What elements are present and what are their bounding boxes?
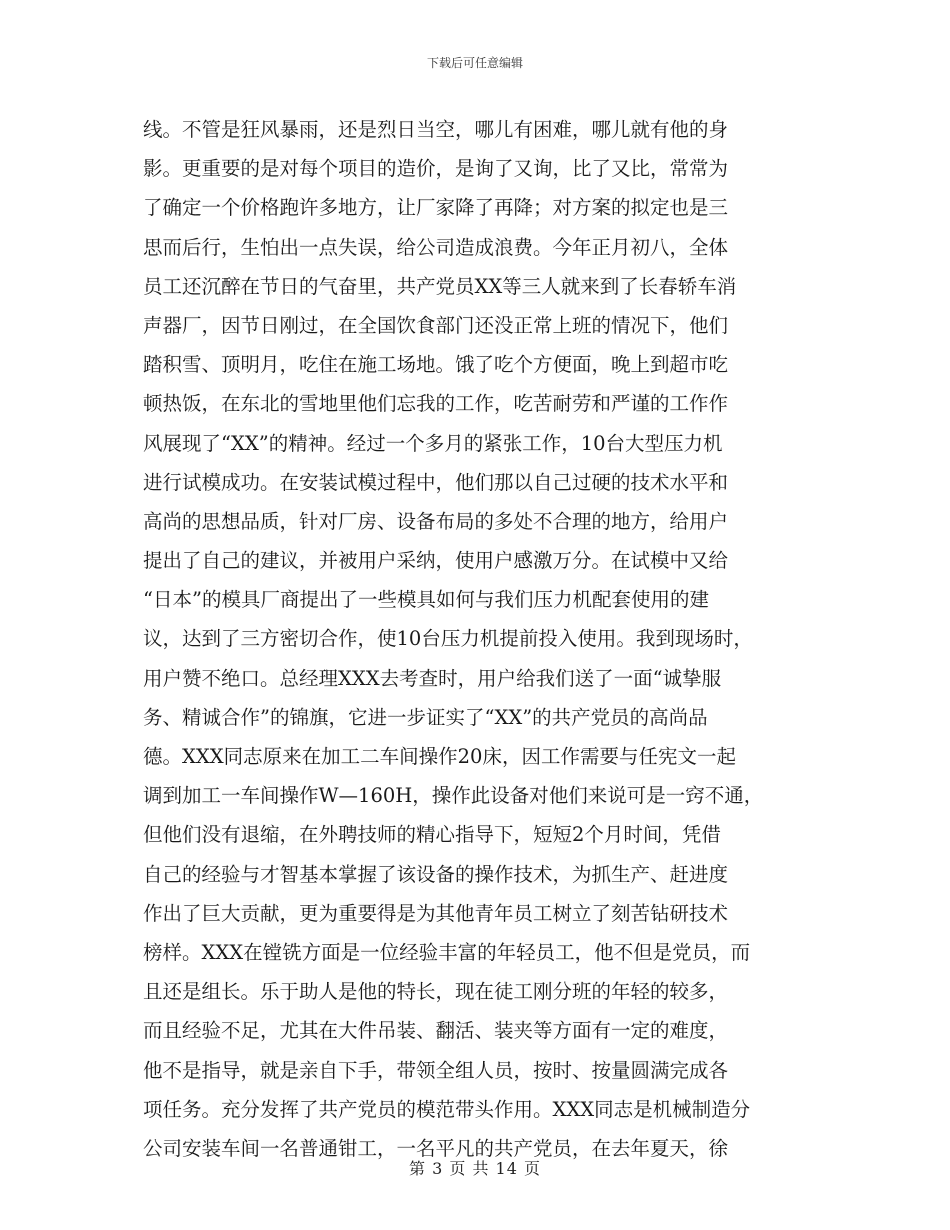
page-header: 下载后可任意编辑 bbox=[426, 56, 523, 70]
text-line: 公司安装车间一名普通钳工，一名平凡的共产党员，在去年夏天，徐 bbox=[143, 1136, 729, 1160]
text-line: 自己的经验与才智基本掌握了该设备的操作技术，为抓生产、赶进度 bbox=[143, 862, 729, 886]
text-line: 榜样。XXX在镗铣方面是一位经验丰富的年轻员工，他不但是党员，而 bbox=[143, 940, 751, 964]
text-line: 但他们没有退缩，在外聘技师的精心指导下，短短2个月时间，凭借 bbox=[143, 823, 721, 847]
text-line: 项任务。充分发挥了共产党员的模范带头作用。XXX同志是机械制造分 bbox=[143, 1097, 751, 1121]
text-line: 提出了自己的建议，并被用户采纳，使用户感激万分。在试模中又给 bbox=[143, 549, 729, 573]
text-line: 调到加工一车间操作W—160H，操作此设备对他们来说可是一窍不通， bbox=[143, 784, 764, 808]
text-line: 线。不管是狂风暴雨，还是烈日当空，哪儿有困难，哪儿就有他的身 bbox=[143, 118, 729, 141]
text-line: 声器厂，因节日刚过，在全国饮食部门还没正常上班的情况下，他们 bbox=[143, 313, 729, 337]
text-line: 他不是指导，就是亲自下手，带领全组人员，按时、按量圆满完成各 bbox=[143, 1058, 729, 1082]
text-line: 影。更重要的是对每个项目的造价，是询了又询，比了又比，常常为 bbox=[143, 157, 729, 181]
text-line: 风展现了“XX”的精神。经过一个多月的紧张工作，10台大型压力机 bbox=[143, 431, 723, 455]
text-line: 用户赞不绝口。总经理XXX去考查时，用户给我们送了一面“诚挚服 bbox=[143, 666, 722, 690]
text-line: 高尚的思想品质，针对厂房、设备布局的多处不合理的地方，给用户 bbox=[143, 509, 729, 533]
text-line: 议，达到了三方密切合作，使10台压力机提前投入使用。我到现场时， bbox=[143, 627, 753, 651]
page-number: 第 3 页 共 14 页 bbox=[409, 1159, 541, 1178]
text-line: 务、精诚合作”的锦旗，它进一步证实了“XX”的共产党员的高尚品 bbox=[143, 705, 708, 729]
text-line: 且还是组长。乐于助人是他的特长，现在徒工刚分班的年轻的较多， bbox=[143, 980, 729, 1004]
text-line: “日本”的模具厂商提出了一些模具如何与我们压力机配套使用的建 bbox=[143, 588, 709, 612]
text-line: 进行试模成功。在安装试模过程中，他们那以自己过硬的技术水平和 bbox=[143, 470, 729, 494]
text-line: 了确定一个价格跑许多地方，让厂家降了再降；对方案的拟定也是三 bbox=[143, 196, 729, 220]
text-line: 顿热饭，在东北的雪地里他们忘我的工作，吃苦耐劳和严谨的工作作 bbox=[143, 392, 729, 416]
text-line: 思而后行，生怕出一点失误，给公司造成浪费。今年正月初八，全体 bbox=[143, 235, 729, 259]
text-line: 踏积雪、顶明月，吃住在施工场地。饿了吃个方便面，晚上到超市吃 bbox=[143, 353, 729, 377]
body-text bbox=[143, 110, 813, 1168]
text-line: 德。XXX同志原来在加工二车间操作20床，因工作需要与任宪文一起 bbox=[143, 745, 736, 768]
text-line: 作出了巨大贡献，更为重要得是为其他青年员工树立了刻苦钻研技术 bbox=[143, 901, 729, 925]
text-line: 员工还沉醉在节日的气奋里，共产党员XX等三人就来到了长春轿车消 bbox=[143, 274, 737, 298]
text-line: 而且经验不足，尤其在大件吊装、翻活、装夹等方面有一定的难度， bbox=[143, 1019, 729, 1043]
